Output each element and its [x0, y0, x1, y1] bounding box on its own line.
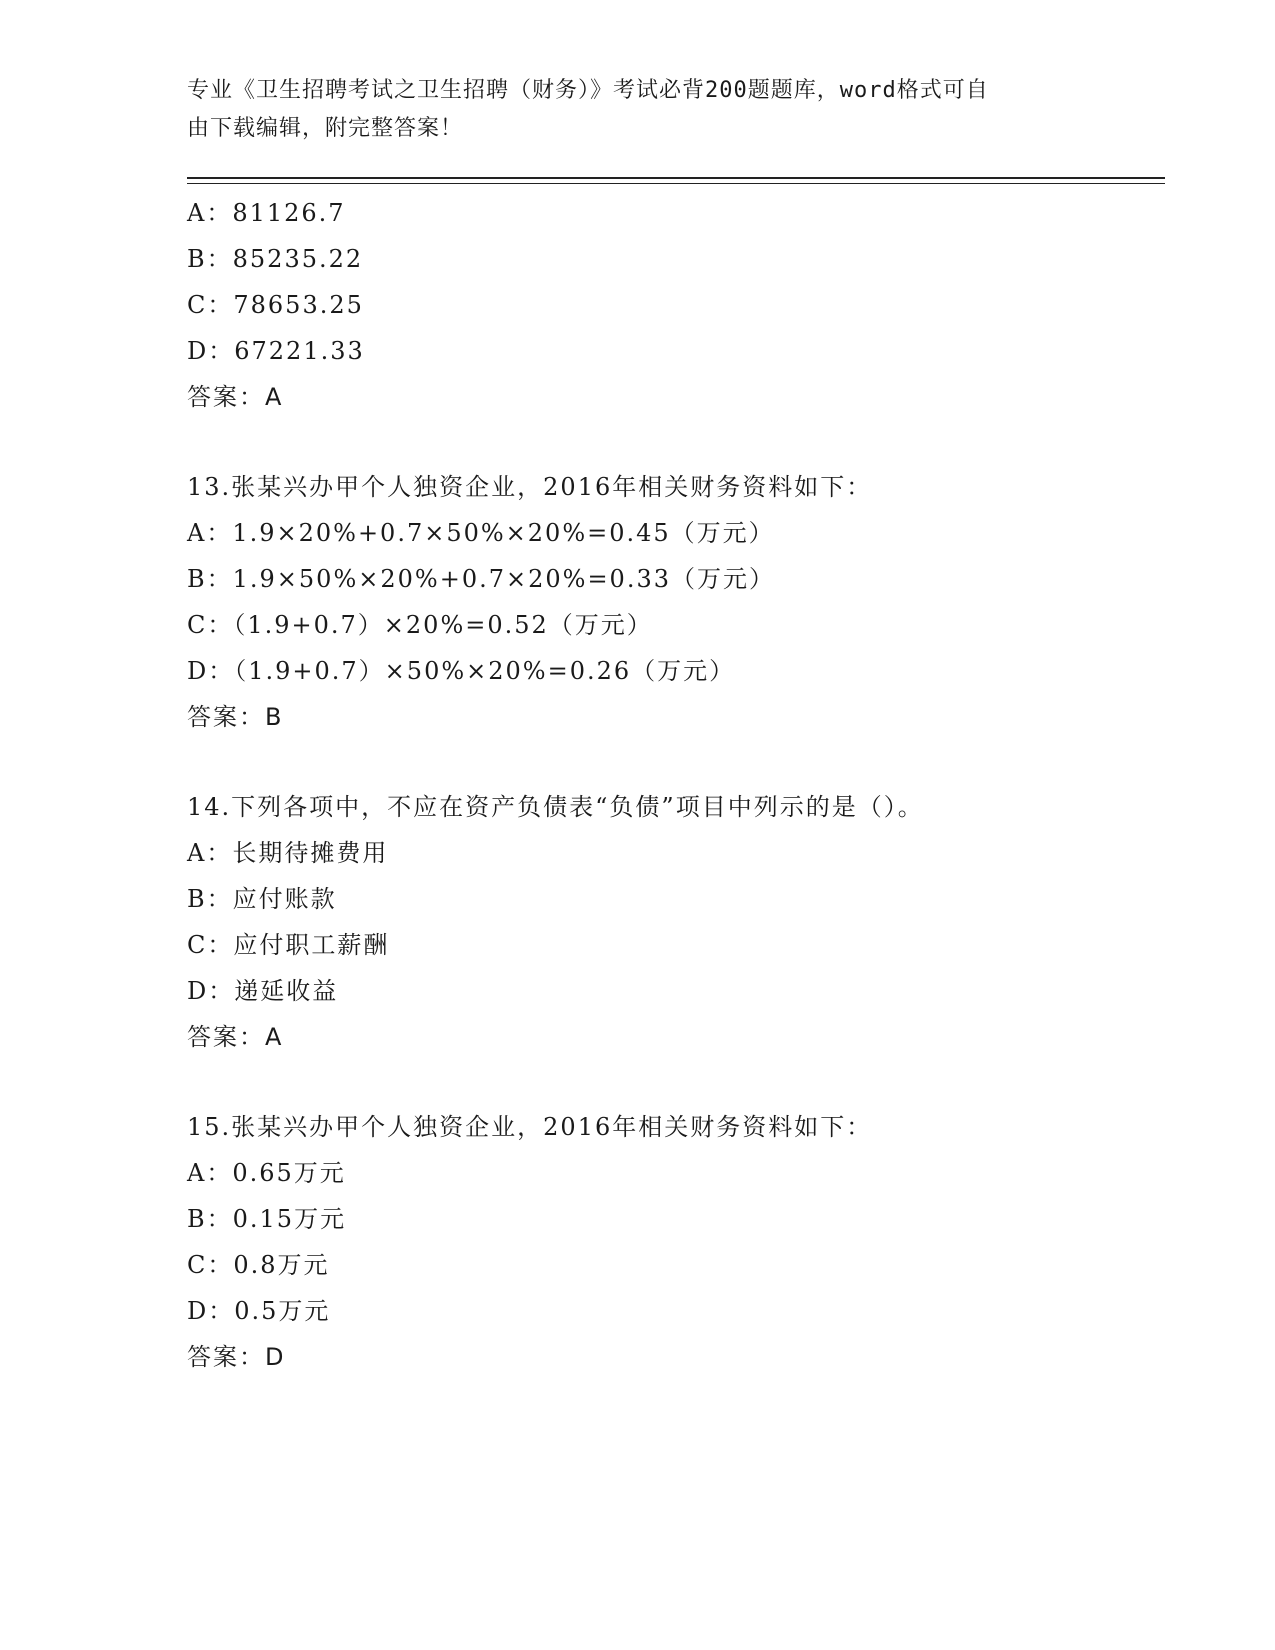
- option-c: C：0.8万元: [187, 1251, 330, 1279]
- option-d: D：（1.9+0.7）×50%×20%=0.26（万元）: [187, 657, 736, 685]
- option-c: C：78653.25: [187, 291, 364, 319]
- option-d: D：递延收益: [187, 977, 339, 1005]
- option-d: D：67221.33: [187, 337, 365, 365]
- option-a: A：1.9×20%+0.7×50%×20%=0.45（万元）: [187, 519, 775, 547]
- option-a: A：81126.7: [187, 199, 346, 227]
- answer-line: 答案：A: [187, 383, 284, 411]
- answer-line: 答案：B: [187, 703, 284, 731]
- question-list: [187, 190, 1167, 1380]
- answer-line: 答案：D: [187, 1343, 286, 1371]
- question-block-14: [187, 784, 1167, 1060]
- option-a: A：0.65万元: [187, 1159, 346, 1187]
- header-divider-thick: [187, 177, 1165, 179]
- option-b: B：0.15万元: [187, 1205, 347, 1233]
- header-divider-thin: [187, 183, 1165, 184]
- question-block-13: [187, 464, 1167, 740]
- option-b: B：1.9×50%×20%+0.7×20%=0.33（万元）: [187, 565, 775, 593]
- question-block-12: [187, 190, 1167, 420]
- question-block-15: [187, 1104, 1167, 1380]
- option-c: C：应付职工薪酬: [187, 931, 390, 959]
- question-text: 14.下列各项中，不应在资产负债表“负债”项目中列示的是（）。: [187, 793, 924, 821]
- option-d: D：0.5万元: [187, 1297, 331, 1325]
- option-b: B：85235.22: [187, 245, 364, 273]
- question-text: 13.张某兴办甲个人独资企业，2016年相关财务资料如下：: [187, 473, 873, 501]
- option-a: A：长期待摊费用: [187, 839, 389, 867]
- header-line-2: 由下载编辑，附完整答案！: [187, 116, 464, 141]
- document-header: [187, 72, 1067, 148]
- answer-line: 答案：A: [187, 1023, 284, 1051]
- option-c: C：（1.9+0.7）×20%=0.52（万元）: [187, 611, 653, 639]
- question-text: 15.张某兴办甲个人独资企业，2016年相关财务资料如下：: [187, 1113, 873, 1141]
- option-b: B：应付账款: [187, 885, 337, 913]
- header-line-1: 专业《卫生招聘考试之卫生招聘（财务）》考试必背200题题库，word格式可自: [187, 78, 989, 103]
